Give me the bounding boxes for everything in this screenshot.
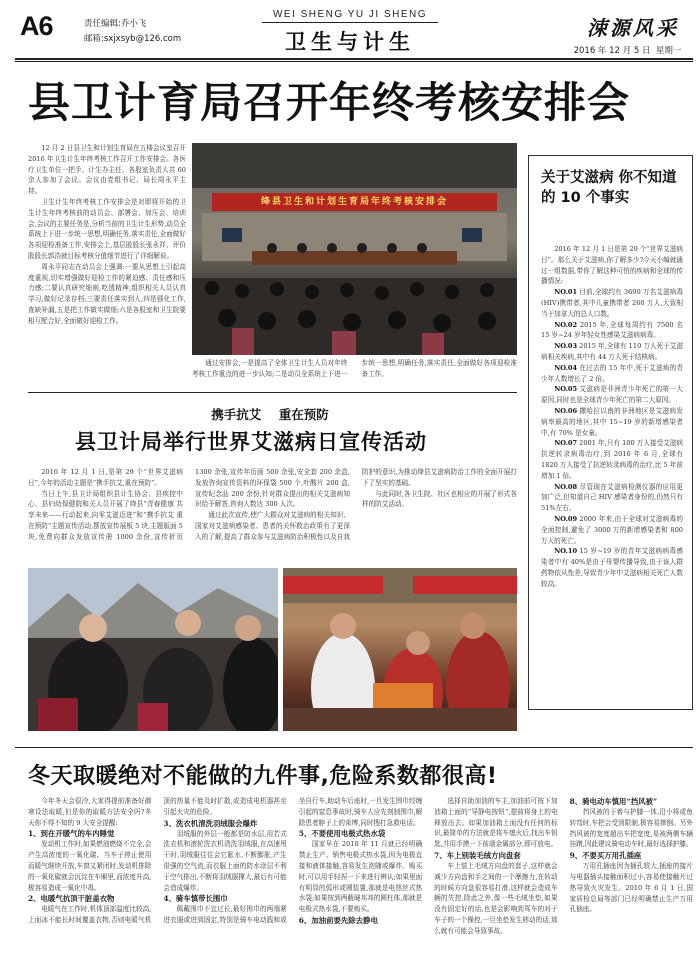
editor-email: 邮箱:sxjxsyb@126.com — [84, 34, 182, 44]
issue-date — [560, 44, 695, 56]
sidebar-item — [541, 514, 683, 546]
sidebar-body — [541, 244, 683, 704]
sidebar-item-text: 2001 年,只有 100 万人接受艾滋病抗逆转录病毒治疗,到 2016 年 6 月,全球有 1820 万人接受了抗逆转录病毒的治疗,比 5 年前增加 1 倍。 — [541, 439, 683, 480]
sidebar-item-no: NO.04 — [554, 363, 578, 372]
sidebar-item-text: 15 岁~19 岁的青年艾滋病病毒感染者中有 40%是由于母婴传播导致,由于该人群药物依从性差,导致青少年中艾滋病相关死亡人数较高。 — [541, 547, 683, 588]
sidebar-item-text: 2015 年,全球有 110 万人死于艾滋病相关疾病,其中有 44 万人死于结核病。 — [541, 342, 683, 361]
sidebar-item — [541, 438, 683, 481]
sidebar-item-text: 艾滋病是非洲青少年死亡的第一大原因,同时也是全球青少年死亡的第二大原因。 — [541, 385, 683, 405]
sidebar-item — [541, 363, 683, 385]
sidebar-item-no: NO.01 — [554, 288, 578, 297]
article3-s3-text: 羽绒服的外层一般都是防水层,用若式洗衣机和滚轮洗衣机清洗羽绒服,在高速甩干时,羽绒服往往会它胀水,不断膨胀,产生很强的空气流,而衣服上面的防水涂层不利于空气排出,不断将羽绒服撑大,最后有可能会造成爆炸。 — [163, 829, 287, 892]
sidebar-item-text: 2015 年,全球每周约有 7500 名 15 岁~24 岁年轻女性感染艾滋病病毒。 — [541, 320, 683, 340]
brand-masthead: 涑源风采 — [587, 16, 679, 40]
sidebar-item-text: 撒哈拉以南的非洲地区是艾滋病发病率最高的地区,其中 15~19 岁的新增感染者中,有 70% 是女童。 — [541, 406, 683, 437]
campaign-photo-right — [283, 568, 517, 731]
sidebar-item-no: NO.09 — [554, 514, 578, 523]
campaign-photo-left — [28, 568, 278, 731]
sidebar-item-text: 2000 年来,由于全球对艾滋病毒的全面控制,避免了 3000 万的新增感染者和 800 万人的死亡。 — [541, 514, 683, 545]
editor-name: 责任编辑:乔小飞 — [84, 19, 147, 29]
sidebar-title: 关于艾滋病 你不知道的 10 个事实 — [541, 170, 677, 206]
sidebar-item-no: NO.06 — [554, 406, 578, 415]
article3-s1-title: 1、到在开暖气的车内睡觉 — [28, 829, 115, 839]
article2-p1: 2016 年 12 月 1 日,是第 29 个“世界艾滋病日”,今年的活动主题是“携手抗艾,重在预防”。 — [28, 468, 183, 487]
section-title: 卫生与计生 — [285, 29, 415, 54]
sidebar-intro: 2016 年 12 月 1 日是第 29 个“世界艾滋病日”。那么关于艾滋病,你了解多少?今天小编就通过一组数据,带你了解这种可怕的疾病和全球的传播情况: — [541, 245, 683, 286]
article3-s9-title: 9、不要买万用孔插座 — [569, 851, 642, 861]
sidebar-item-text: 目前,全球约有 3690 万名艾滋病毒(HIV)携带者,其中儿童携带者 260 万人,大致相当于加拿大的总人口数。 — [541, 288, 683, 318]
sidebar-item — [541, 482, 683, 514]
article1-p3: 周永平同志在动员会上强调:一要从思想上引起高度重视,切实增强做好迎检工作的紧迫感、责任感和压力感;二要认真研究细则,吃透精神,组织相关人员认真学习,做好记录存档;三要责任落实到人,四是强化工作,查缺补漏,五是把工作做实做细;六是各股室和卫生院要相互配合好,全面做好迎检工作。 — [28, 262, 186, 325]
article1-p4: 通过安排会,一是提高了全体卫生计生人员对年终考核工作重点的进一步认知;二是动员全系统上下进一步统一思想,明确任务,落实责任,全面做好各项迎检准备工作。 — [192, 359, 517, 378]
article2-body — [28, 467, 517, 559]
article3-s7-text: 车上装上毛绒方向盘的套子,这样就会减少方向盘和手之间的一个摩擦力,在转动的时候方向盘很容易打滑,这样就会造成车辆的失控,除此之外,像一些毛绒坐垫,如果没有固定好的话,也是会影响到驾车的对于车子的一个操控,一旦坐垫发生移动的话,那么就有可能会导致事故。 — [434, 861, 558, 935]
article3-s2-title: 2、电暖气抗顶干脏盖衣物 — [28, 894, 115, 904]
sidebar-item-no: NO.02 — [554, 320, 578, 329]
article2-headline: 县卫计局举行世界艾滋病日宣传活动 — [75, 430, 427, 454]
article2-p3: 通过此次宣传,使广大群众对艾滋病的相关知识、国家对艾滋病感染者、患者的关怀救治政策有了更深入的了解,提高了群众参与艾滋病防治积极性以及自我防护的意识,为推动绛县艾滋病防治工作的全面开展打下了坚实的基础。 — [195, 468, 517, 541]
article3-s9-text: 万用孔插座因为插孔较大,插座的接片与电器插头接触面积过小,容易使接触片过热导致火灾发生。2010 年 6 月 1 日,国家质检总局等部门已经明确禁止生产万用孔插座。 — [569, 862, 693, 914]
sidebar-item-no: NO.05 — [554, 385, 578, 394]
sidebar-item-text: 在过去的 15 年中,死于艾滋病的青少年人数增长了 2 倍。 — [541, 363, 683, 383]
article3-s5-title: 5、不要使用电极式热水袋 — [298, 829, 386, 839]
sidebar-item-no: NO.03 — [554, 342, 578, 351]
article3-s8-text: 挡风被的于着与护膝一体,沿小将或鱼转弯时,车把会受到限制,极容易摔倒。另外挡风被的宽度超出车把宽度,易被两侧车辆挂蹭,因此建议骑电动车时,最好选择护膝。 — [569, 808, 693, 849]
article1-col1 — [28, 143, 186, 371]
aids-facts-sidebar — [528, 155, 693, 710]
sidebar-item — [541, 287, 683, 319]
meeting-banner: 绛县卫生和计划生育局年终考核安排会 — [260, 197, 448, 207]
meeting-photo — [192, 143, 517, 355]
article3-s5-text: 国家早在 2010 年 11 月就已经明确禁止生产、销售电极式热水袋,因为电极直接和液体接触,容易发生泡随或爆炸。购买时,可以用手轻捏一下来进行辨认;如果里面有明显的弧形或圆装置,那就是电热丝式热水袋;如果按到两截硬邦邦的圆柱体,那就是电极式热水袋,不要购买。 — [298, 840, 423, 914]
section-pinyin: WEI SHENG YU JI SHENG — [272, 9, 428, 20]
article3-s8-title: 8、骑电动车慎用“挡风被” — [569, 797, 658, 806]
article1-p4-block — [192, 358, 517, 382]
sidebar-item-no: NO.08 — [554, 482, 578, 491]
sidebar-item-no: NO.10 — [554, 547, 578, 556]
page-number: A6 — [20, 11, 53, 41]
article3-s6-title: 6、加油前要先除去静电 — [298, 915, 378, 925]
sidebar-item-no: NO.07 — [554, 439, 578, 448]
article3-s2-text: 电暖气在工作时,机体顶部温度比较高,上面冰不能长时间覆盖衣物,否则电暖气机顶的热量不能及时扩散,或造成电机器甚至引起火灾的危险。 — [28, 797, 287, 925]
article3-s4-title: 4、骑车慎带长围巾 — [163, 894, 228, 904]
article3-s3-title: 3、洗衣机清洗羽绒服会爆炸 — [163, 818, 258, 828]
article1-headline: 县卫计育局召开年终考核安排会 — [28, 78, 631, 127]
article2-kicker: 携手抗艾 重在预防 — [211, 407, 329, 422]
article3-s1-text: 发动机工作时,如果燃油燃烧不完全,会产生高浓度的一氧化碳。当车子停止使用而暖气继续开放,车窗又紧闭时,发动机排除的一氧化碳就会沉淀在车厢里,而浓度升高,极容易造成一氧化中毒。 — [28, 840, 152, 892]
sidebar-item-text: 尽管现在艾滋病检测仪器的应用更加广泛,但知道自己 HIV 感染者身份的,仍然只有 51%左右。 — [541, 482, 683, 513]
sidebar-item — [541, 320, 683, 342]
sidebar-item — [541, 406, 683, 438]
article3-headline: 冬天取暖绝对不能做的九件事,危险系数都很高! — [28, 764, 498, 789]
sidebar-item — [541, 546, 683, 589]
article3-body — [28, 796, 693, 974]
article2-p2: 当日上午,县卫计局组织县计生协会、县疾控中心、县妇幼保健院和关人员开展了绛县“青春健康 共享未来——行动起来,向零艾滋迈进”和“携手抗艾 重在预防”主题宣传活动,摆放宣传展板 5 块,主题版面 5 块,免费向群众发放宣传册 1000 余份,宣传折页 1300 余张,宣传年历画 500 余张,安全套 200 余盒,发放咨询宣传资料的环保袋 500 个,叶酸片 200 盒,宣传纪念品 200 余份,针对群众提出的相关艾滋病知识给予解答,咨询人数达 300 人次。 — [28, 468, 350, 541]
meeting-photo-art — [192, 143, 517, 355]
campaign-photo-left-art — [28, 568, 278, 731]
campaign-photo-right-art — [283, 568, 517, 731]
issue-date-text: 2016 年 12 月 5 日 — [573, 46, 651, 56]
article1-p2: 卫生计生年终考核工作安排会是对即将开始的卫生计生年终考核前的动员会、部署会、加压会、培训会,会议的主要任务是,分析当前的卫生计生形势,动员全系统上下进一步统一思想,明确任务,落实责任,全面做好各项迎检准备工作,安排会上,基层股股长张永祥、评价股股长郭浩就目标考核分值细节进行了详细解说。 — [28, 197, 186, 260]
article3-intro: 今年冬天会很冷,大家得提前准备好御寒设法取暖,但是你的取暖方法安全吗?冬天你不得不知的 9 大安全提醒: — [28, 797, 152, 827]
article2-p4: 与此同时,各卫生院、社区也相应的开展了形式各样的防艾活动。 — [362, 489, 517, 509]
sidebar-item — [541, 341, 683, 363]
article3-s6-text: 选择自助加油的车主,加油前可按下加油箱上面的“导静电按钮”,提前将身上的电释放出去。如果加油箱上面没有任何的标识,最简单的方法就是将车熄火后,找出车钥匙,并用手摸一下前端金属部分,即可放电。 — [434, 797, 558, 849]
sidebar-item — [541, 384, 683, 406]
article3-s4-text: 佩戴围巾不宜过长,最好围巾的两端紧进衣服或进到固定,特别是骑车电动践和或坐自行车,助动车后座时,一旦发生围巾绞缠引起的窒息事故时,骑车人应先刻制围巾,解除患者脖子上的束缚,同时搜打急救电话。 — [163, 797, 423, 925]
issue-weekday: 星期一 — [655, 46, 682, 56]
article3-s7-title: 7、车上别装毛绒方向盘套 — [434, 850, 521, 860]
article1-p1: 12 月 2 日县卫生和计划生育局在五楼会议室召开 2016 年卫生计生年终考核工作召开工作安排会。各医疗卫生单位一把手、计生办主任、各股室负责人共 60 余人参加了会议。会议由党组书记、局长周永平主持。 — [28, 144, 186, 196]
